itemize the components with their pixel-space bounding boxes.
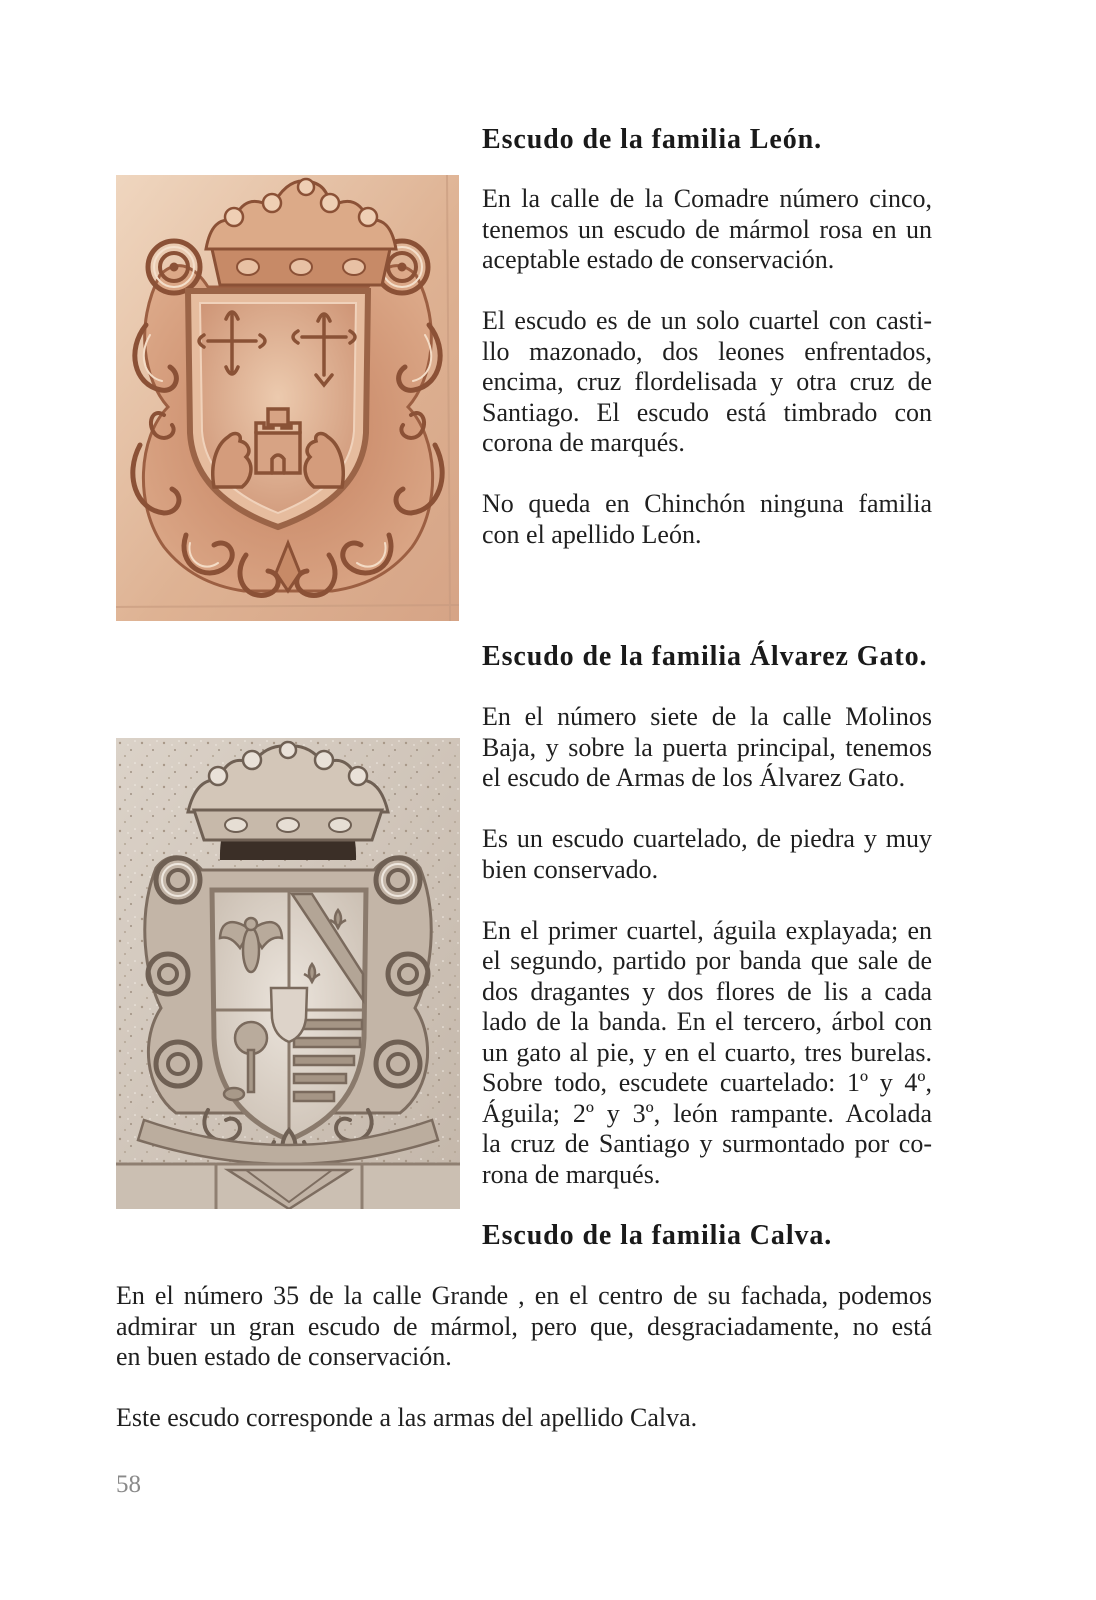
text-line: bien conservado. [482, 854, 659, 884]
paragraph [482, 489, 932, 550]
text-line: Baja, y sobre la puerta principal, tenemos [482, 732, 932, 762]
text-line: llo mazonado, dos leones enfrentados, [482, 336, 932, 366]
paragraph [482, 702, 932, 794]
coat-of-arms-alvarez-gato-photo [116, 738, 460, 1209]
text-line: tenemos un escudo de mármol rosa en un [482, 214, 932, 244]
text-line: No queda en Chinchón ninguna familia [482, 489, 932, 518]
text-line: Es un escudo cuartelado, de piedra y muy [482, 824, 932, 853]
door-lintel-panel [116, 1164, 460, 1209]
text-line: en buen estado de conservación. [116, 1342, 452, 1371]
paragraph [482, 916, 932, 1191]
text-line: En el número siete de la calle Molinos [482, 702, 932, 731]
text-line: rona de marqués. [482, 1159, 661, 1189]
text-line: Águila; 2º y 3º, león rampante. Acolada [482, 1098, 932, 1128]
text-line: En el número 35 de la calle Grande , en el centro de su fachada, podemos [116, 1281, 932, 1310]
text-line: el segundo, partido por banda que sale de [482, 946, 932, 975]
section-body-leon [482, 184, 932, 550]
text-line: la cruz de Santiago y surmontado por co- [482, 1129, 932, 1158]
text-line: Sobre todo, escudete cuartelado: 1º y 4º, [482, 1068, 932, 1097]
text-line: aceptable estado de conservación. [482, 245, 835, 274]
coat-of-arms-leon-photo [116, 175, 459, 621]
text-line: encima, cruz flordelisada y otra cruz de [482, 367, 932, 396]
text-line: el escudo de Armas de los Álvarez Gato. [482, 763, 906, 792]
text-line: con el apellido León. [482, 519, 702, 549]
text-line: corona de marqués. [482, 428, 685, 457]
text-line: En el primer cuartel, águila explayada; en [482, 915, 932, 945]
text-line: En la calle de la Comadre número cinco, [482, 184, 932, 213]
text-line: dos dragantes y dos flores de lis a cada [482, 976, 932, 1006]
text-line: Santiago. El escudo está timbrado con [482, 397, 932, 427]
text-line: El escudo es de un solo cuartel con casti- [482, 306, 932, 335]
section-body-alvarez-gato [482, 702, 932, 1190]
paragraph [116, 1403, 932, 1434]
text-line: un gato al pie, y en el cuarto, tres burelas. [482, 1037, 932, 1067]
section-heading-alvarez-gato: Escudo de la familia Álvarez Gato. [482, 641, 928, 672]
paragraph [116, 1281, 932, 1373]
paragraph [482, 306, 932, 459]
page-number: 58 [116, 1471, 141, 1498]
text-line: lado de la banda. En el tercero, árbol con [482, 1007, 932, 1036]
paragraph [482, 824, 932, 885]
text-line: Este escudo corresponde a las armas del apellido Calva. [116, 1403, 698, 1432]
paragraph [482, 184, 932, 276]
section-heading-leon: Escudo de la familia León. [482, 124, 822, 155]
text-line: admirar un gran escudo de mármol, pero que, desgraciadamente, no está [116, 1311, 932, 1341]
section-heading-calva: Escudo de la familia Calva. [482, 1220, 833, 1251]
section-body-calva [116, 1281, 932, 1434]
